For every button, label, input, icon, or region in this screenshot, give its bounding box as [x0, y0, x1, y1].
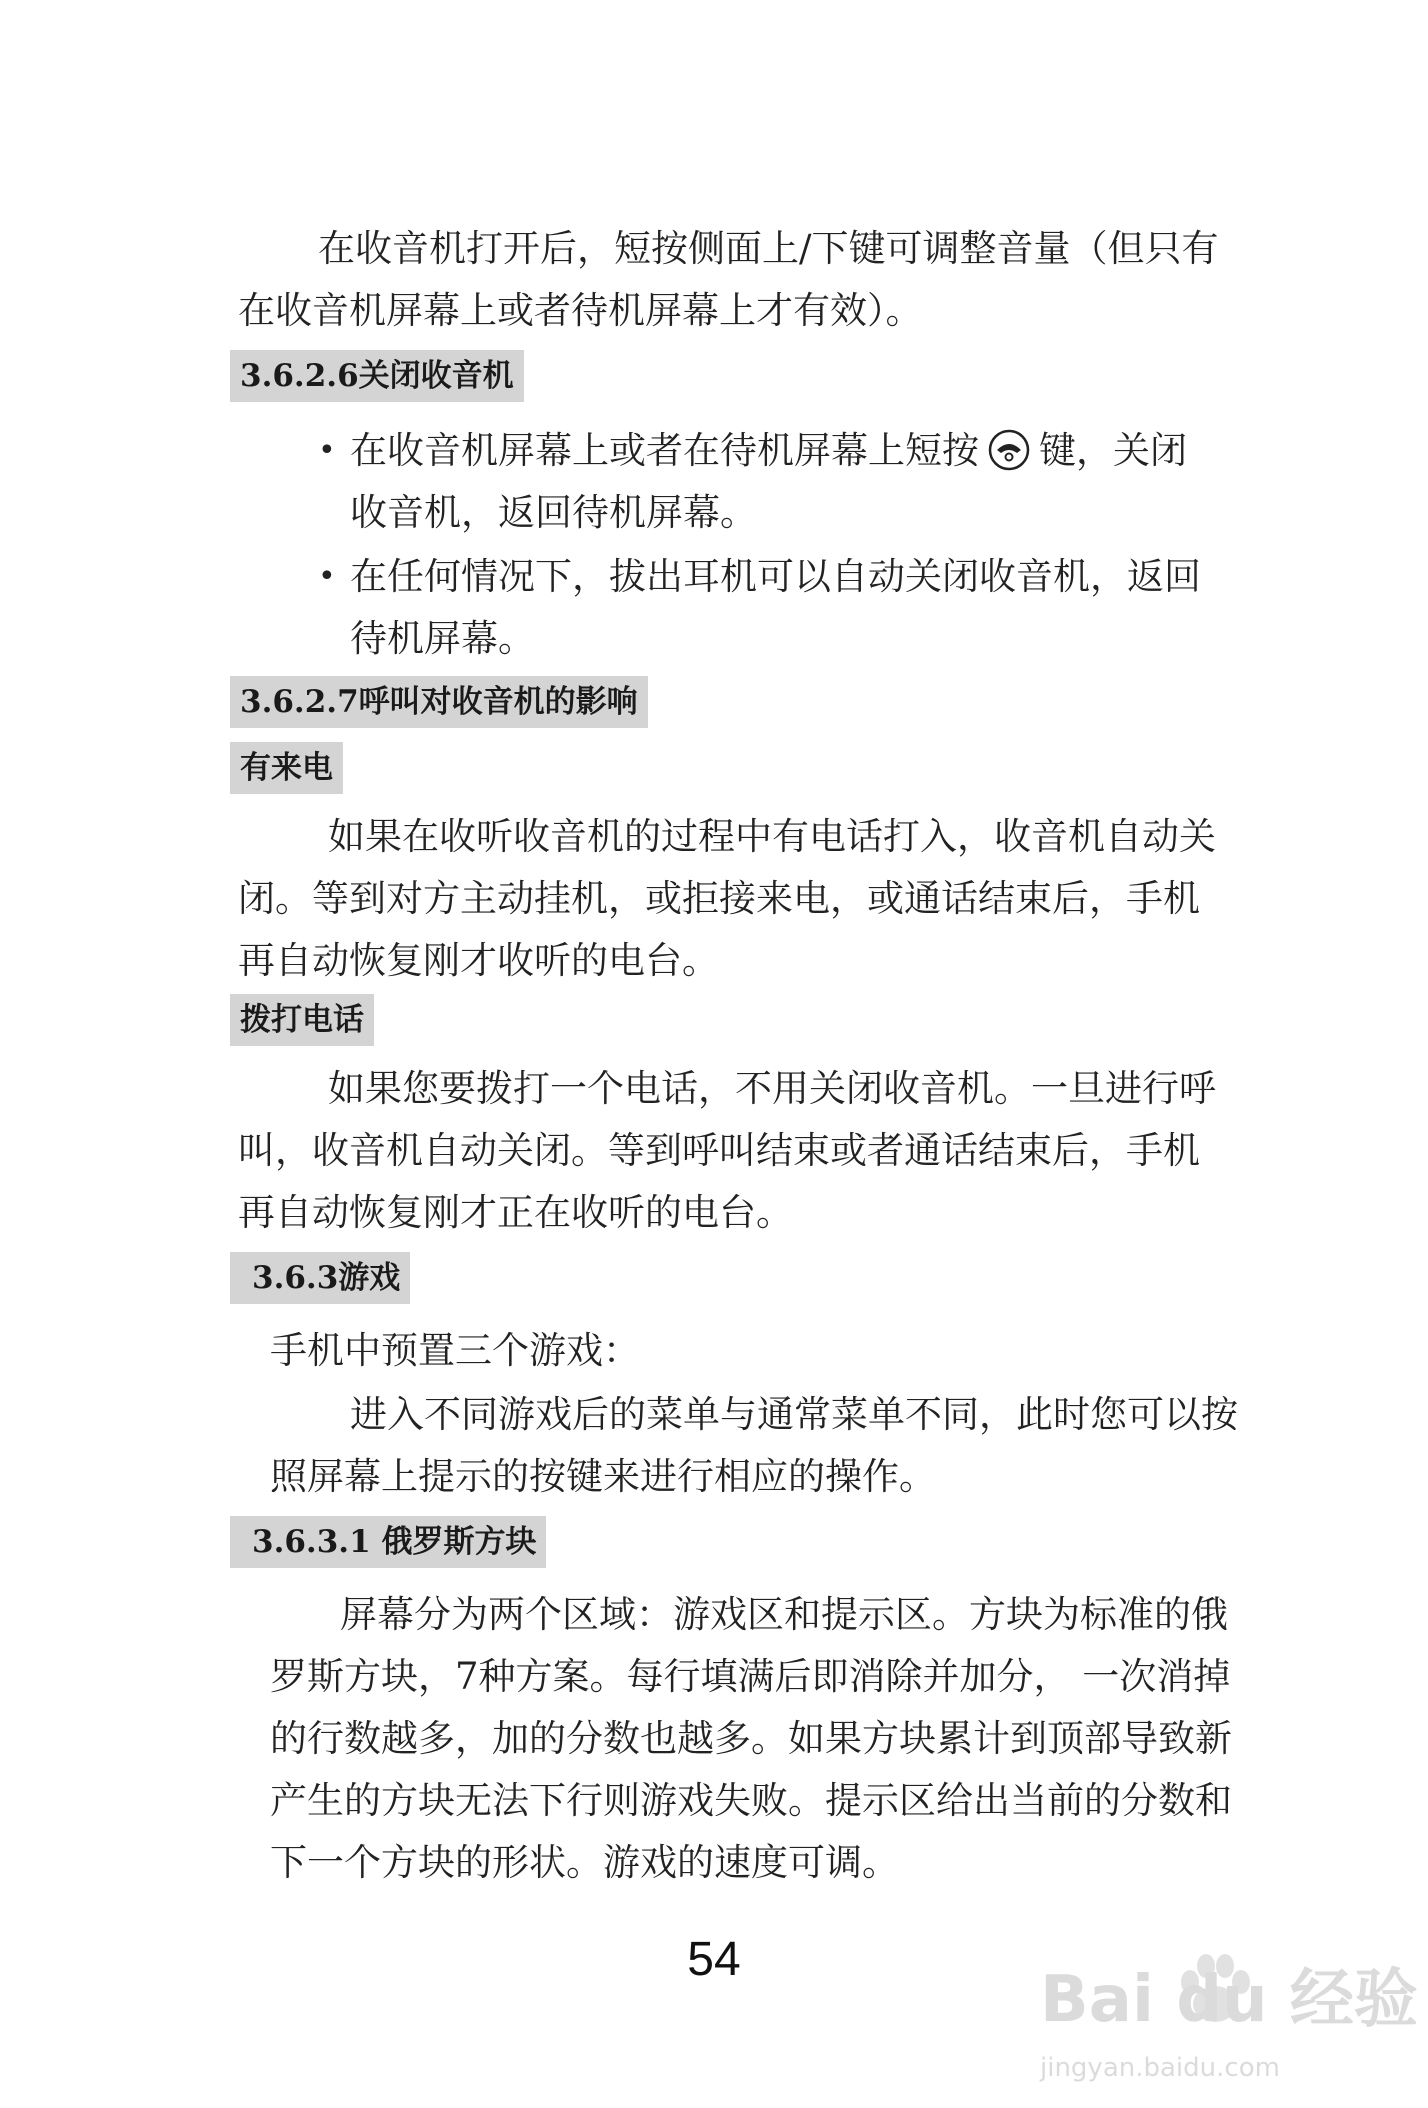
watermark-logo: Bai du 经验 [1040, 1963, 1418, 2037]
bullet1-line-2: 收音机，返回待机屏幕。 [350, 491, 757, 534]
baidu-watermark [1020, 1950, 1420, 2100]
bullet-dot: • [318, 433, 336, 468]
intro-line-2: 在收音机屏幕上或者待机屏幕上才有效）。 [238, 289, 923, 332]
tetris-line-5: 下一个方块的形状。游戏的速度可调。 [270, 1841, 899, 1884]
page-number: 54 [687, 1933, 741, 1986]
incoming-line-3: 再自动恢复刚才收听的电台。 [238, 939, 719, 982]
bullet2-line-2: 待机屏幕。 [350, 617, 535, 660]
dial-line-2: 叫，收音机自动关闭。等到呼叫结束或者通话结束后，手机 [238, 1129, 1200, 1172]
games-line-1: 手机中预置三个游戏： [270, 1329, 640, 1372]
bullet2-line-1: 在任何情况下，拔出耳机可以自动关闭收音机，返回 [350, 555, 1201, 598]
bullet1-line-1 [350, 420, 1187, 482]
tetris-line-3: 的行数越多，加的分数也越多。如果方块累计到顶部导致新 [270, 1717, 1232, 1760]
tetris-line-2: 罗斯方块，7种方案。每行填满后即消除并加分， 一次消掉 [270, 1655, 1231, 1698]
heading-3631: 3.6.3.1 俄罗斯方块 [230, 1516, 546, 1568]
bullet1-text-after: 键，关闭 [1039, 429, 1187, 472]
dial-line-1: 如果您要拨打一个电话，不用关闭收音机。一旦进行呼 [328, 1067, 1216, 1110]
tetris-line-1: 屏幕分为两个区域：游戏区和提示区。方块为标准的俄 [340, 1593, 1228, 1636]
tetris-line-4: 产生的方块无法下行则游戏失败。提示区给出当前的分数和 [270, 1779, 1232, 1822]
heading-3626: 3.6.2.6关闭收音机 [230, 350, 524, 402]
heading-incoming-call: 有来电 [230, 742, 343, 794]
intro-line-1: 在收音机打开后，短按侧面上/下键可调整音量（但只有 [318, 227, 1219, 270]
bullet1-text-before: 在收音机屏幕上或者在待机屏幕上短按 [350, 429, 979, 472]
games-line-2: 进入不同游戏后的菜单与通常菜单不同，此时您可以按 [350, 1393, 1238, 1436]
heading-dial-call: 拨打电话 [230, 994, 374, 1046]
end-call-key-icon [987, 428, 1031, 472]
heading-3627: 3.6.2.7呼叫对收音机的影响 [230, 676, 648, 728]
dial-line-3: 再自动恢复刚才正在收听的电台。 [238, 1191, 793, 1234]
heading-363: 3.6.3游戏 [230, 1252, 410, 1304]
incoming-line-1: 如果在收听收音机的过程中有电话打入，收音机自动关 [328, 815, 1216, 858]
watermark-url: jingyan.baidu.com [1040, 2053, 1280, 2083]
incoming-line-2: 闭。等到对方主动挂机，或拒接来电，或通话结束后，手机 [238, 877, 1200, 920]
bullet-dot: • [318, 559, 336, 594]
games-line-3: 照屏幕上提示的按键来进行相应的操作。 [270, 1455, 936, 1498]
